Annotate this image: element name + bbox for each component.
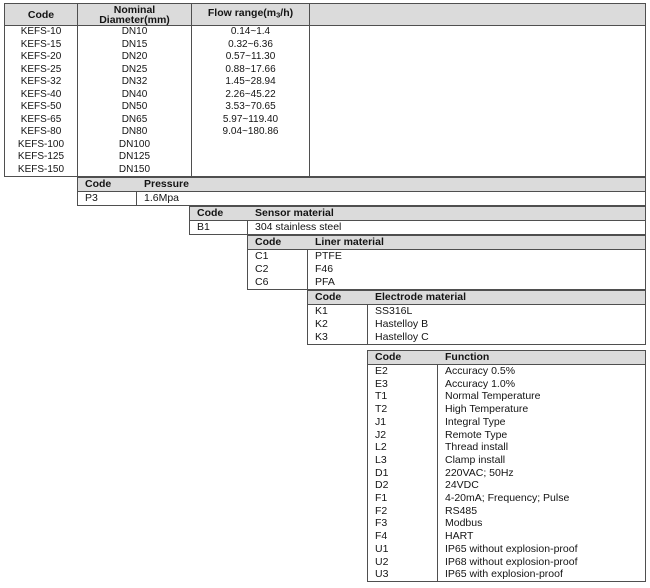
function-body xyxy=(368,365,645,581)
diameter-cell: DN10 xyxy=(78,26,192,39)
code-cell: KEFS-20 xyxy=(5,51,78,64)
code-item: L2 xyxy=(375,441,387,454)
value-item: HART xyxy=(445,530,474,543)
code-header-cell: Code xyxy=(315,291,342,303)
code-cell: KEFS-65 xyxy=(5,114,78,127)
code-item: J1 xyxy=(375,415,387,428)
value-item: IP65 without explosion-proof xyxy=(445,542,578,555)
code-cell: KEFS-40 xyxy=(5,89,78,102)
flow-range-cell xyxy=(192,139,310,152)
code-header-cell: Code xyxy=(197,207,224,219)
pressure-header-row xyxy=(78,178,645,192)
diameter-cell: DN150 xyxy=(78,164,192,177)
value-item: Hastelloy C xyxy=(375,331,429,343)
value-item: Remote Type xyxy=(445,428,508,441)
liner-header-row xyxy=(248,236,645,250)
code-item: P3 xyxy=(85,192,98,204)
flow-table-row xyxy=(5,89,645,102)
value-item: PTFE xyxy=(315,250,342,262)
code-item: F1 xyxy=(375,492,388,505)
value-column xyxy=(248,221,645,234)
diameter-cell: DN25 xyxy=(78,64,192,77)
code-item: K1 xyxy=(315,305,328,317)
flow-range-cell: 2.26~45.22 xyxy=(192,89,310,102)
col-header-code xyxy=(5,4,78,25)
flow-table-row xyxy=(5,164,645,177)
empty-cell xyxy=(310,64,645,77)
code-item: F3 xyxy=(375,517,388,530)
pressure-body xyxy=(78,192,645,205)
code-column xyxy=(308,305,368,344)
table-title-cell: Sensor material xyxy=(255,207,334,219)
code-item: U1 xyxy=(375,542,389,555)
empty-cell xyxy=(310,114,645,127)
value-item: IP65 with explosion-proof xyxy=(445,568,563,581)
value-item: Clamp install xyxy=(445,453,506,466)
table-title-cell: Liner material xyxy=(315,236,384,248)
code-cell: KEFS-100 xyxy=(5,139,78,152)
code-column xyxy=(368,365,438,581)
value-item: Integral Type xyxy=(445,415,506,428)
code-cell: KEFS-15 xyxy=(5,39,78,52)
empty-cell xyxy=(310,76,645,89)
diameter-cell: DN125 xyxy=(78,151,192,164)
flow-table-body xyxy=(5,26,645,176)
sensor-header-row xyxy=(190,207,645,221)
code-cell: KEFS-125 xyxy=(5,151,78,164)
value-item: Modbus xyxy=(445,517,483,530)
value-item: 304 stainless steel xyxy=(255,221,342,233)
flow-table-header-row xyxy=(5,4,645,26)
diameter-cell: DN65 xyxy=(78,114,192,127)
code-column xyxy=(78,192,137,205)
value-item: 24VDC xyxy=(445,479,479,492)
flow-range-cell xyxy=(192,164,310,177)
value-item: 220VAC; 50Hz xyxy=(445,466,514,479)
diameter-cell: DN40 xyxy=(78,89,192,102)
code-item: C2 xyxy=(255,263,269,275)
flow-table-row xyxy=(5,76,645,89)
flow-table-row xyxy=(5,64,645,77)
flow-range-header-label: Flow range(m3/h) xyxy=(207,7,294,20)
code-cell: KEFS-25 xyxy=(5,64,78,77)
empty-cell xyxy=(310,89,645,102)
flow-range-cell: 9.04~180.86 xyxy=(192,126,310,139)
value-item: Accuracy 1.0% xyxy=(445,377,516,390)
empty-cell xyxy=(310,139,645,152)
flow-table-row xyxy=(5,26,645,39)
col-header-empty xyxy=(310,4,645,25)
value-column xyxy=(438,365,645,581)
value-item: Hastelloy B xyxy=(375,318,429,330)
flow-table-row xyxy=(5,114,645,127)
code-item: J2 xyxy=(375,428,387,441)
value-item: F46 xyxy=(315,263,334,275)
code-item: E3 xyxy=(375,377,388,390)
value-item: IP68 without explosion-proof xyxy=(445,555,578,568)
col-header-nominal-diameter xyxy=(78,4,192,25)
flow-table-row xyxy=(5,151,645,164)
code-item: T1 xyxy=(375,390,388,403)
value-column xyxy=(308,250,645,289)
code-item: C1 xyxy=(255,250,269,262)
value-item: RS485 xyxy=(445,504,478,517)
flow-range-cell: 1.45~28.94 xyxy=(192,76,310,89)
code-item: F4 xyxy=(375,530,388,543)
code-column xyxy=(190,221,248,234)
value-item: Accuracy 0.5% xyxy=(445,365,516,377)
sensor-body xyxy=(190,221,645,234)
empty-cell xyxy=(310,126,645,139)
code-cell: KEFS-80 xyxy=(5,126,78,139)
empty-cell xyxy=(310,51,645,64)
col-header-code-label: Code xyxy=(27,8,55,21)
code-item: D1 xyxy=(375,466,389,479)
function-table xyxy=(367,350,646,582)
value-item: Normal Temperature xyxy=(445,390,541,403)
code-item: K2 xyxy=(315,318,328,330)
code-cell: KEFS-10 xyxy=(5,26,78,39)
code-item: C6 xyxy=(255,276,269,288)
empty-cell xyxy=(310,26,645,39)
electrode-material-table xyxy=(307,290,646,345)
flow-table-row xyxy=(5,126,645,139)
liner-body xyxy=(248,250,645,289)
code-item: L3 xyxy=(375,453,387,466)
function-header-row xyxy=(368,351,645,365)
electrode-header-row xyxy=(308,291,645,305)
empty-cell xyxy=(310,101,645,114)
empty-cell xyxy=(310,151,645,164)
table-title-cell: Electrode material xyxy=(375,291,467,303)
flow-table-row xyxy=(5,39,645,52)
code-cell: KEFS-50 xyxy=(5,101,78,114)
flow-range-cell xyxy=(192,151,310,164)
diameter-cell: DN32 xyxy=(78,76,192,89)
value-item: SS316L xyxy=(375,305,413,317)
code-item: T2 xyxy=(375,403,388,416)
nominal-diameter-line2: Diameter(mm) xyxy=(99,13,170,25)
code-header-cell: Code xyxy=(255,236,282,248)
pressure-table xyxy=(77,177,646,206)
value-item: Thread install xyxy=(445,441,509,454)
code-cell: KEFS-32 xyxy=(5,76,78,89)
empty-cell xyxy=(310,39,645,52)
flow-range-cell: 5.97~119.40 xyxy=(192,114,310,127)
sensor-material-table xyxy=(189,206,646,235)
col-header-flow-range xyxy=(192,4,310,25)
liner-material-table xyxy=(247,235,646,290)
value-item: PFA xyxy=(315,276,335,288)
flow-range-cell: 3.53~70.65 xyxy=(192,101,310,114)
value-item: High Temperature xyxy=(445,403,529,416)
flow-table-row xyxy=(5,51,645,64)
value-item: 4-20mA; Frequency; Pulse xyxy=(445,492,570,505)
diameter-cell: DN100 xyxy=(78,139,192,152)
code-item: U3 xyxy=(375,568,389,581)
flow-range-cell: 0.88~17.66 xyxy=(192,64,310,77)
flow-table-row xyxy=(5,139,645,152)
value-column xyxy=(137,192,645,205)
code-item: D2 xyxy=(375,479,389,492)
code-header-cell: Code xyxy=(85,178,112,190)
value-item: 1.6Mpa xyxy=(144,192,180,204)
code-item: B1 xyxy=(197,221,210,233)
flow-range-cell: 0.57~11.30 xyxy=(192,51,310,64)
diameter-cell: DN20 xyxy=(78,51,192,64)
flow-range-cell: 0.14~1.4 xyxy=(192,26,310,39)
table-title-cell: Pressure xyxy=(144,178,189,190)
electrode-body xyxy=(308,305,645,344)
flow-range-table xyxy=(4,3,646,177)
diameter-cell: DN15 xyxy=(78,39,192,52)
code-item: U2 xyxy=(375,555,389,568)
code-item: E2 xyxy=(375,365,388,377)
flow-range-cell: 0.32~6.36 xyxy=(192,39,310,52)
code-item: F2 xyxy=(375,504,388,517)
empty-cell xyxy=(310,164,645,177)
code-item: K3 xyxy=(315,331,328,343)
nominal-diameter-line1: Nominal xyxy=(113,4,156,16)
code-cell: KEFS-150 xyxy=(5,164,78,177)
flow-table-row xyxy=(5,101,645,114)
code-column xyxy=(248,250,308,289)
table-title-cell: Function xyxy=(445,351,490,363)
value-column xyxy=(368,305,645,344)
code-header-cell: Code xyxy=(375,351,402,363)
diameter-cell: DN50 xyxy=(78,101,192,114)
diameter-cell: DN80 xyxy=(78,126,192,139)
